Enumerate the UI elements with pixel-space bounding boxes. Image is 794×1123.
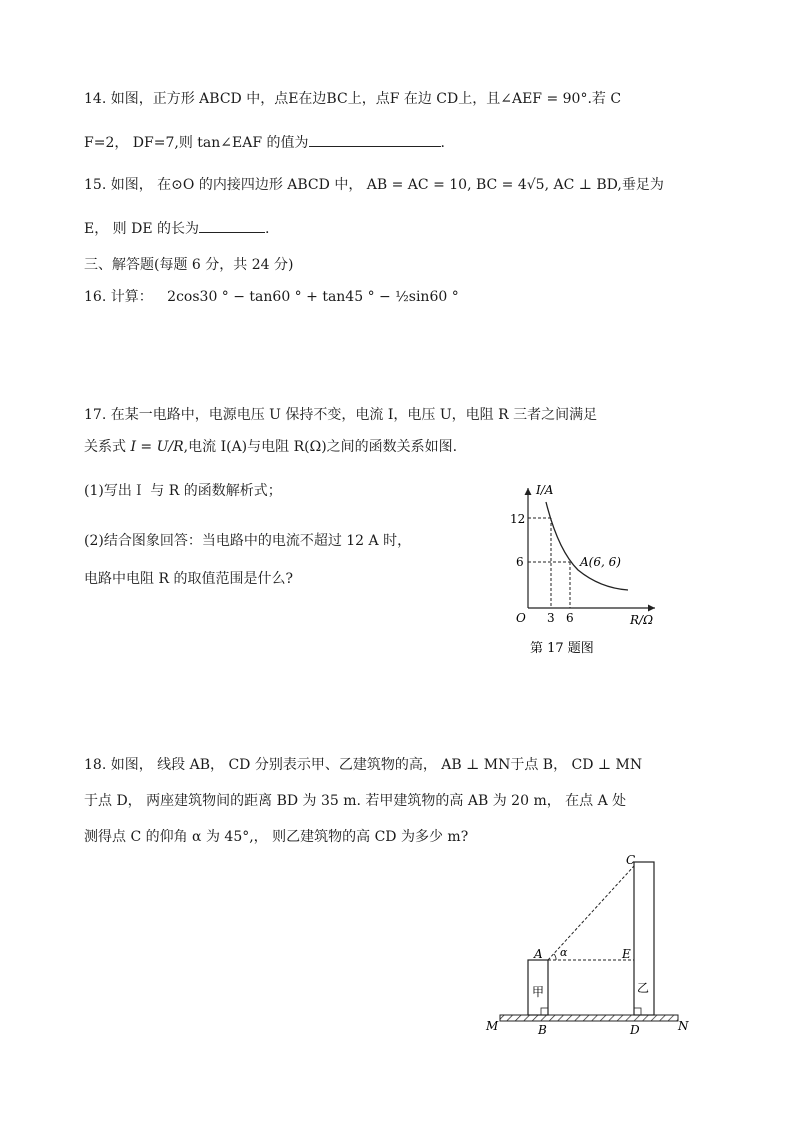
q17-y-axis-label: I/A (536, 483, 554, 497)
q15-line2-text: E， 则 DE 的长为 (84, 221, 200, 237)
q14-line2 (84, 132, 445, 152)
q15-answer-blank[interactable] (199, 220, 265, 233)
q14-line2-text: F=2， DF=7,则 tan∠EAF 的值为 (84, 135, 309, 151)
q18-label-e: E (622, 947, 631, 961)
q17-origin: O (516, 611, 526, 625)
q17-x-axis-label: R/Ω (630, 613, 654, 627)
q16-expression: 2cos30 ° − tan60 ° + tan45 ° − ½sin60 ° (167, 289, 459, 305)
q17-figure (500, 480, 670, 660)
q17-x-tick-6: 6 (566, 611, 574, 625)
q18-angle-arc (554, 954, 556, 960)
q18-figure (484, 848, 694, 1044)
q18-line3: 测得点 C 的仰角 α 为 45°,， 则乙建筑物的高 CD 为多少 m? (84, 829, 469, 845)
q18-label-m: M (486, 1019, 499, 1033)
q17-line2-suffix: ,电流 I(A)与电阻 R(Ω)之间的函数关系如图. (183, 439, 458, 455)
q17-line2 (84, 436, 457, 456)
q18-label-c: C (626, 853, 636, 867)
q17-line1: 17. 在某一电路中，电源电压 U 保持不变，电流 I，电压 U，电阻 R 三者之间满足 (84, 407, 598, 423)
section-heading: 三、解答题(每题 6 分，共 24 分) (84, 257, 294, 273)
q15-line2 (84, 218, 269, 238)
q18-label-yi: 乙 (637, 981, 650, 995)
q17-formula: I = U/R (130, 439, 184, 455)
q17-part2-line1: (2)结合图象回答：当电路中的电流不超过 12 A 时， (84, 533, 412, 549)
q18-ground (500, 1015, 678, 1021)
q18-label-alpha: α (560, 946, 568, 959)
q18-line2: 于点 D， 两座建筑物间的距离 BD 为 35 m. 若甲建筑物的高 AB 为 20 m， 在点 A 处 (84, 793, 627, 809)
q14-period: . (440, 135, 445, 151)
q17-y-tick-12: 12 (510, 512, 526, 526)
q18-label-a: A (534, 947, 543, 961)
q16-label: 16. 计算： (84, 289, 153, 305)
q17-x-tick-3: 3 (547, 611, 555, 625)
q17-part2-line2: 电路中电阻 R 的取值范围是什么? (84, 571, 293, 587)
q16-line (84, 286, 459, 306)
q17-caption: 第 17 题图 (530, 641, 594, 656)
q17-point-label: A(6, 6) (580, 555, 621, 569)
q17-line2-prefix: 关系式 (84, 439, 131, 455)
q14-line1: 14. 如图，正方形 ABCD 中，点E在边BC上，点F 在边 CD上，且∠AEF = 90°.若 C (84, 91, 622, 107)
q18-label-d: D (630, 1023, 640, 1037)
q15-line1: 15. 如图， 在⊙O 的内接四边形 ABCD 中， AB = AC = 10, BC = 4√5, AC ⊥ BD,垂足为 (84, 177, 664, 193)
q17-part1: (1)写出Ｉ 与 R 的函数解析式； (84, 483, 282, 499)
q17-curve (546, 502, 628, 590)
q18-label-b: B (538, 1023, 547, 1037)
q14-answer-blank[interactable] (309, 134, 441, 147)
q17-y-tick-6: 6 (516, 555, 524, 569)
q18-line1: 18. 如图， 线段 AB， CD 分别表示甲、乙建筑物的高， AB ⊥ MN于点 B， CD ⊥ MN (84, 757, 643, 773)
q18-label-jia: 甲 (532, 985, 545, 999)
q18-label-n: N (678, 1019, 689, 1033)
q15-period: . (265, 221, 270, 237)
